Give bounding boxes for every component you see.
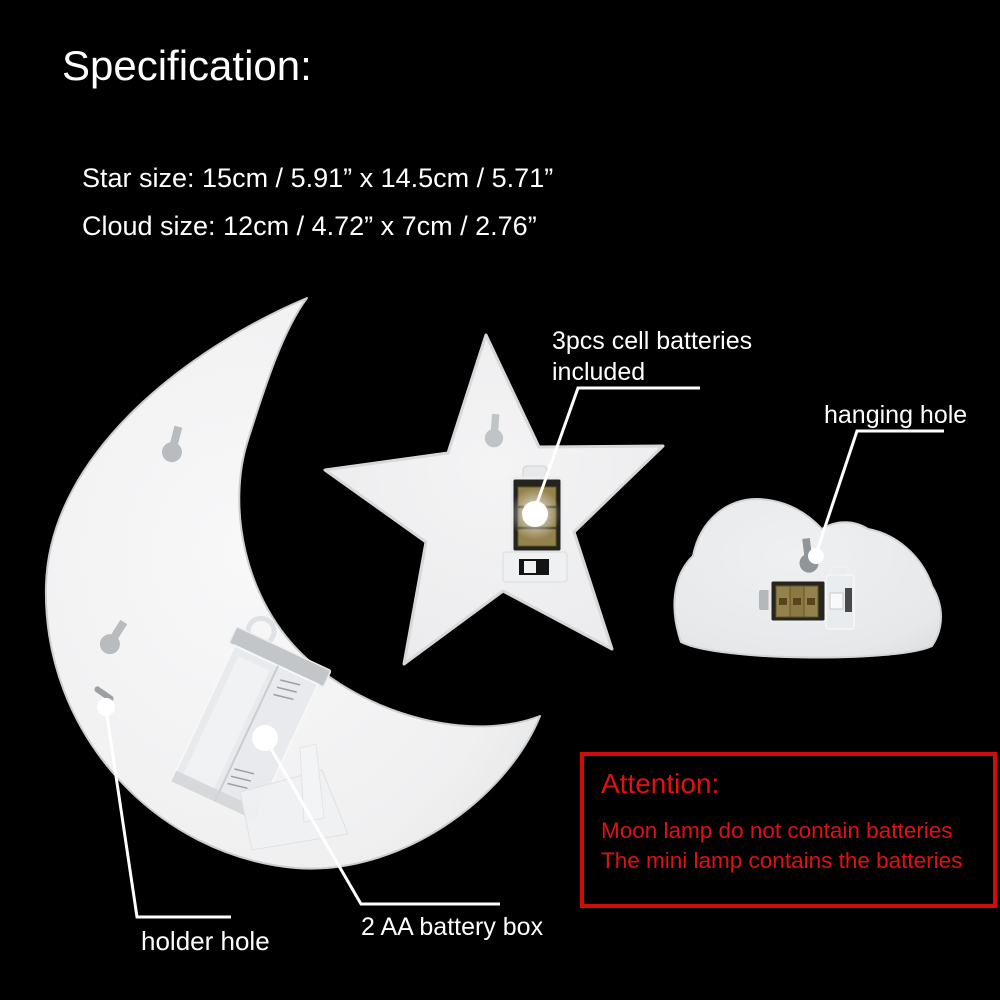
attention-line1: Moon lamp do not contain batteries [601,818,953,843]
callout-dot-cell-batteries [522,501,548,527]
callout-dot-hanging-hole [808,548,824,564]
attention-box [580,752,997,908]
label-battery-box: 2 AA battery box [361,913,544,941]
callout-dot-holder-hole [97,698,115,716]
attention-body [601,816,985,876]
label-cell-batteries-line2: included [552,358,646,387]
spec-cloud-size: Cloud size: 12cm / 4.72” x 7cm / 2.76” [82,211,537,241]
attention-line2: The mini lamp contains the batteries [601,848,963,873]
cloud-shape [674,499,941,658]
spec-star-size: Star size: 15cm / 5.91” x 14.5cm / 5.71” [82,163,554,193]
label-holder-hole: holder hole [141,926,270,956]
label-cell-batteries [552,326,752,389]
callout-dot-battery-box [252,725,278,751]
page-title: Specification: [62,42,312,89]
label-cell-batteries-line1: 3pcs cell batteries [552,327,753,355]
attention-title: Attention: [601,768,720,799]
cloud-lamp [674,499,941,658]
label-hanging-hole: hanging hole [824,401,968,429]
